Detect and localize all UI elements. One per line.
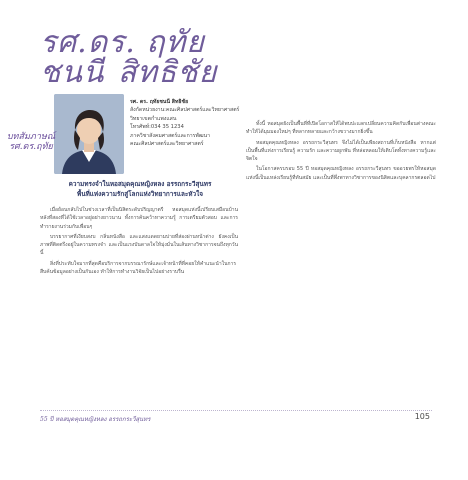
paragraph: ทั้งนี้ หอสมุดยังเป็นพื้นที่ที่เปิดโอกาสให้ได้พบปะแลกเปลี่ยนความคิดกับเพื่อนต่างคณะ ทำให้ได้มุมมองใหม่ๆ ที่หลากหลายและกว้างขวางมากยิ่งขึ้น: [246, 121, 436, 136]
profile-line: ภาควิชาสังคมศาสตร์และการพัฒนา: [130, 132, 210, 139]
footer-publication-title: 55 ปี หอสมุดคุณหญิงหลง อรรถกระวีสุนทร: [40, 416, 151, 423]
profile-line: คณะศิลปศาสตร์และวิทยาศาสตร์: [130, 141, 204, 148]
title-line-1: รศ.ดร. ฤทัยชนนี: [40, 25, 205, 90]
profile-name: รศ. ดร. ฤทัยชนนี สิทธิชัย: [130, 99, 189, 105]
heading-line-2: พื้นที่แห่งความรักสู่โลกแห่งวิทยาการและหัวใจ: [77, 189, 203, 198]
article-heading: [40, 180, 240, 199]
paragraph: หอสมุดคุณหญิงหลง อรรถกระวีสุนทร จึงไม่ได้เป็นเพียงสถานที่เก็บหนังสือ หากแต่เป็นพื้นที่แห่งการเรียนรู้ ความรัก และความผูกพัน ที่หล่อหลอมให้เติบโตทั้งทางความรู้และจิตใจ: [246, 139, 436, 163]
script-title: [40, 25, 236, 96]
title-line-2: สิทธิชัย: [118, 55, 218, 90]
portrait-photo: [54, 94, 124, 174]
right-column: [246, 120, 436, 184]
paragraph: ในโอกาสครบรอบ 55 ปี หอสมุดคุณหญิงหลง อรรถกระวีสุนทร ขออวยพรให้หอสมุดแห่งนี้เป็นแหล่งเรียนรู้ที่ทันสมัย และเป็นที่พึ่งพาทางวิชาการของนิสิตและบุคลากรตลอดไป: [246, 166, 436, 181]
profile-info: [130, 98, 240, 148]
paragraph: สิ่งที่ประทับใจมากที่สุดคือบริการจากบรรณารักษ์และเจ้าหน้าที่ที่คอยให้คำแนะนำในการสืบค้นข้อมูลอย่างเป็นกันเอง ทำให้การทำงานวิจัยเป็นไปอย่างราบรื่น: [40, 260, 237, 276]
footer-divider: [40, 410, 432, 411]
profile-line: โทรศัพท์:034 35 1234: [130, 124, 184, 131]
heading-line-1: ความทรงจำในหอสมุดคุณหญิงหลง อรรถกระวีสุนทร: [68, 180, 212, 188]
profile-line: สังกัดหน่วยงาน:คณะศิลปศาสตร์และวิทยาศาสตร์: [130, 107, 240, 114]
person-photo-icon: [54, 94, 124, 174]
left-column: [40, 206, 238, 278]
profile-line: วิทยาเขตกำแพงแสน: [130, 115, 177, 122]
page-number: 105: [414, 412, 430, 421]
paragraph: บรรยากาศที่เงียบสงบ กลิ่นหนังสือ และแสงแดดยามบ่ายที่ส่องผ่านหน้าต่าง ยังคงเป็นภาพที่ติดตรึงอยู่ในความทรงจำ และเป็นแรงบันดาลใจให้มุ่งมั่นในเส้นทางวิชาการจนถึงทุกวันนี้: [40, 233, 238, 257]
handwritten-signature: บทสัมภาษณ์ รศ.ดร.ฤทัย: [6, 132, 56, 152]
paragraph: เมื่อย้อนกลับไปในช่วงเวลาที่เป็นนิสิตระดับปริญญาตรี หอสมุดแห่งนี้เปรียบเสมือนบ้านหลังที่สองที่ได้ใช้เวลาอยู่อย่างยาวนาน ทั้งการค้นคว้าหาความรู้ การเตรียมตัวสอบ และการทำรายงานร่วมกับเพื่อนๆ: [40, 207, 238, 230]
